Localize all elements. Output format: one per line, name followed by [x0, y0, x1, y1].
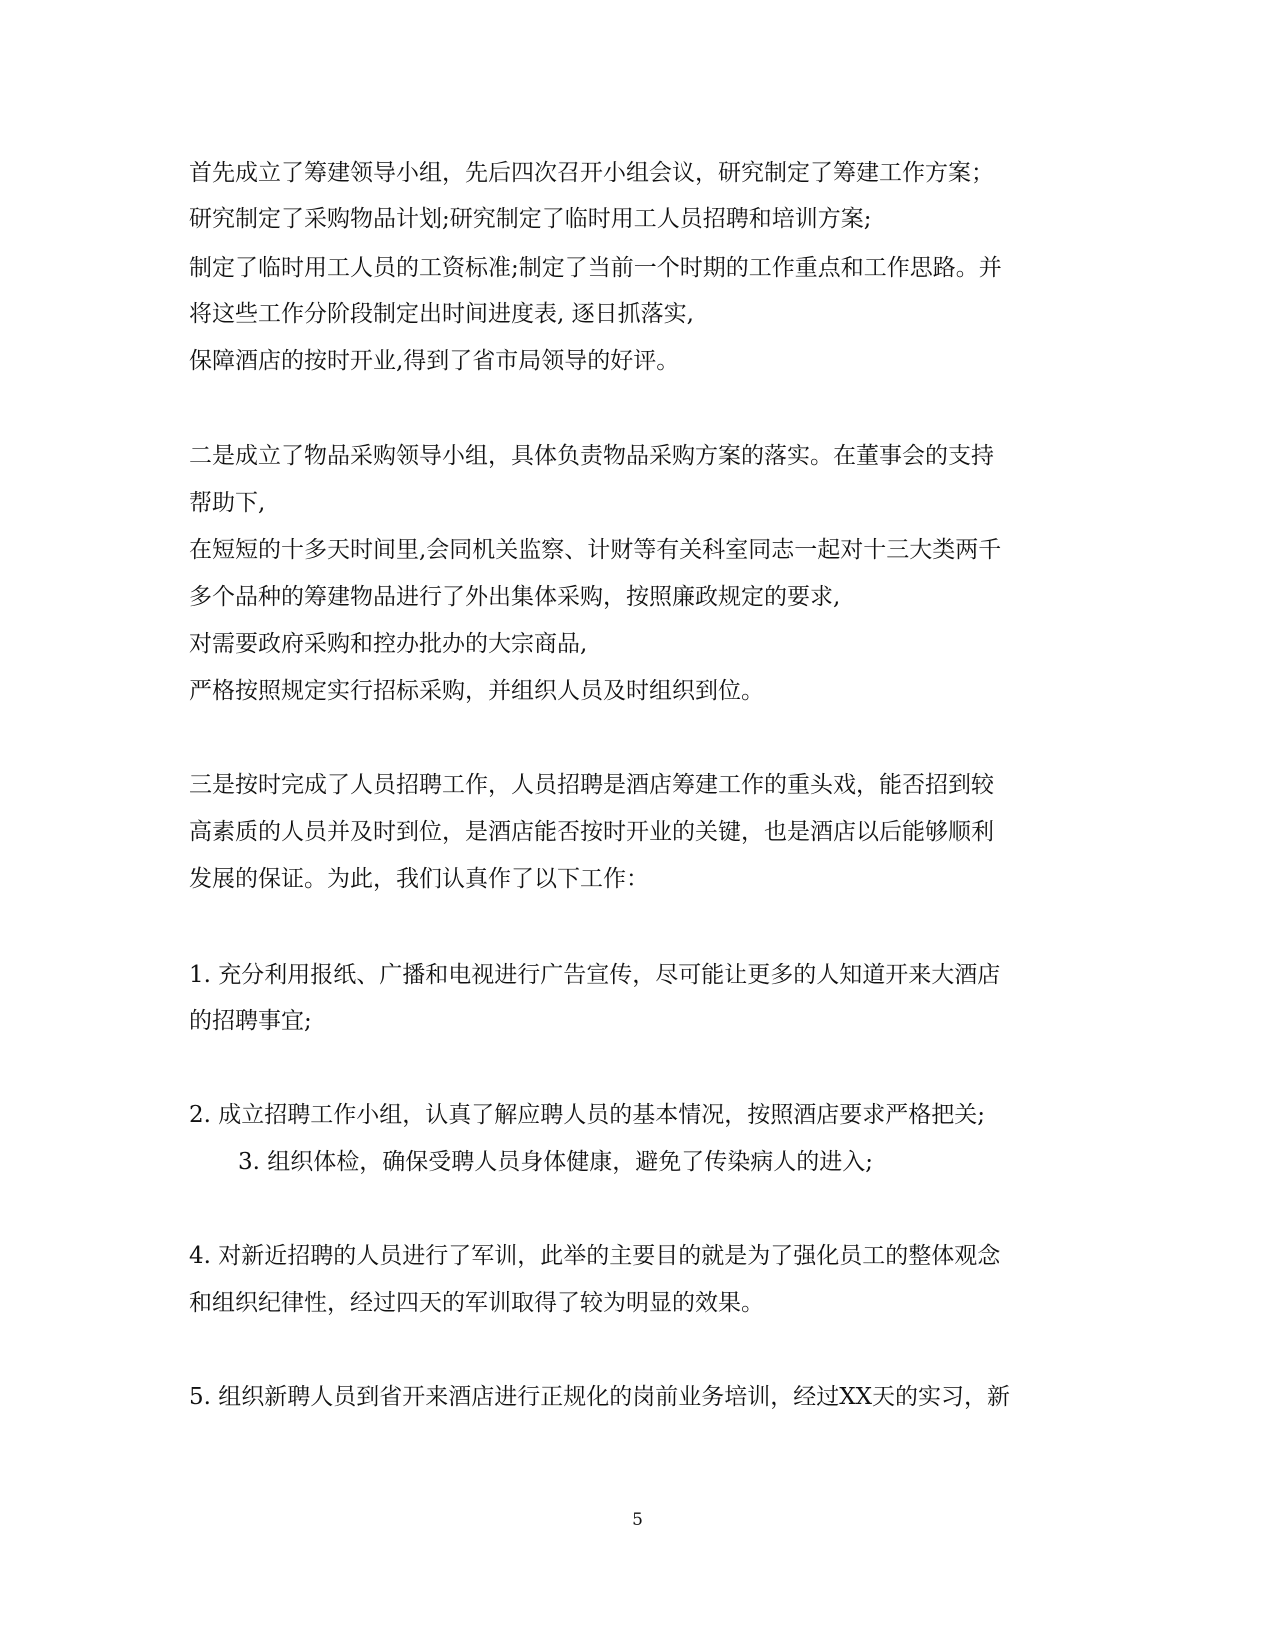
text-line: 2. 成立招聘工作小组，认真了解应聘人员的基本情况，按照酒店要求严格把关;	[189, 1102, 986, 1128]
text-line: 1. 充分利用报纸、广播和电视进行广告宣传，尽可能让更多的人知道开来大酒店	[189, 962, 1001, 988]
text-line: 严格按照规定实行招标采购，并组织人员及时组织到位。	[189, 678, 764, 704]
text-line: 的招聘事宜;	[189, 1008, 312, 1034]
text-line: 多个品种的筹建物品进行了外出集体采购，按照廉政规定的要求,	[189, 584, 841, 610]
text-line: 帮助下,	[189, 490, 266, 516]
text-line: 三是按时完成了人员招聘工作，人员招聘是酒店筹建工作的重头戏，能否招到较	[189, 772, 994, 798]
text-line: 将这些工作分阶段制定出时间进度表, 逐日抓落实,	[189, 301, 694, 327]
text-line: 研究制定了采购物品计划;研究制定了临时用工人员招聘和培训方案;	[189, 206, 872, 232]
page-number: 5	[632, 1510, 643, 1530]
text-line: 二是成立了物品采购领导小组，具体负责物品采购方案的落实。在董事会的支持	[189, 443, 994, 469]
text-line: 4. 对新近招聘的人员进行了军训，此举的主要目的就是为了强化员工的整体观念	[189, 1243, 1001, 1269]
text-line: 对需要政府采购和控办批办的大宗商品,	[189, 631, 588, 657]
text-line: 高素质的人员并及时到位，是酒店能否按时开业的关键，也是酒店以后能够顺利	[189, 819, 994, 845]
text-line: 和组织纪律性，经过四天的军训取得了较为明显的效果。	[189, 1290, 764, 1316]
text-line: 保障酒店的按时开业,得到了省市局领导的好评。	[189, 348, 680, 374]
text-line: 制定了临时用工人员的工资标准;制定了当前一个时期的工作重点和工作思路。并	[189, 255, 1002, 281]
text-line: 5. 组织新聘人员到省开来酒店进行正规化的岗前业务培训，经过XX天的实习，新	[189, 1384, 1011, 1410]
text-line: 首先成立了筹建领导小组，先后四次召开小组会议，研究制定了筹建工作方案；	[189, 160, 994, 186]
text-line: 在短短的十多天时间里,会同机关监察、计财等有关科室同志一起对十三大类两千	[189, 537, 1002, 563]
text-line: 3. 组织体检，确保受聘人员身体健康，避免了传染病人的进入;	[238, 1149, 874, 1175]
text-line: 发展的保证。为此，我们认真作了以下工作：	[189, 866, 649, 892]
